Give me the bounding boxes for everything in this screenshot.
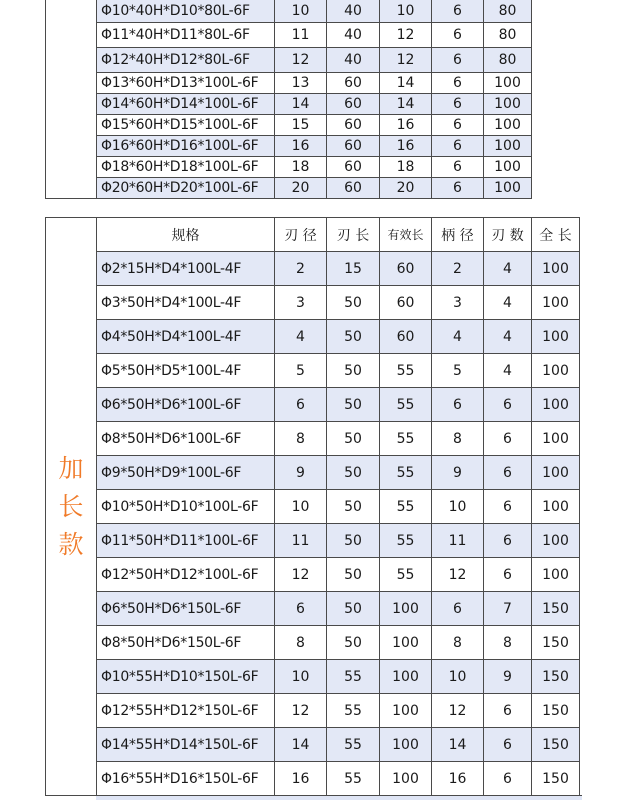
edge-length-cell: 50 (327, 388, 380, 422)
total-length-cell: 100 (532, 490, 580, 524)
edge-length-cell: 60 (327, 73, 380, 94)
total-length-cell: 100 (532, 524, 580, 558)
shank-diameter-cell: 8 (432, 626, 484, 660)
spec-cell: Φ12*50H*D12*100L-6F (97, 558, 275, 592)
table-row (46, 660, 580, 694)
edge-length-cell: 60 (327, 178, 380, 199)
edge-length-cell: 55 (327, 694, 380, 728)
edge-length-cell: 50 (327, 456, 380, 490)
edge-length-cell: 50 (327, 490, 380, 524)
shank-diameter-cell: 8 (432, 422, 484, 456)
total-length-cell: 100 (484, 73, 532, 94)
flutes-cell: 6 (484, 728, 532, 762)
spec-cell: Φ11*40H*D11*80L-6F (97, 23, 275, 48)
flutes-cell: 4 (484, 354, 532, 388)
total-length-cell: 150 (532, 762, 580, 796)
edge-length-cell: 50 (327, 422, 380, 456)
edge-length-cell: 55 (327, 762, 380, 796)
flutes-cell: 6 (432, 48, 484, 73)
edge-diameter-cell: 16 (275, 762, 327, 796)
table-row (46, 320, 580, 354)
edge-diameter-cell: 13 (275, 73, 327, 94)
spec-cell: Φ6*50H*D6*150L-6F (97, 592, 275, 626)
effective-length-cell: 55 (380, 354, 432, 388)
flutes-cell: 4 (484, 286, 532, 320)
total-length-cell: 100 (532, 388, 580, 422)
flutes-cell: 6 (432, 23, 484, 48)
shank-diameter-cell: 12 (432, 558, 484, 592)
table-row (46, 388, 580, 422)
edge-length-cell: 50 (327, 320, 380, 354)
spec-cell: Φ6*50H*D6*100L-6F (97, 388, 275, 422)
edge-diameter-cell: 8 (275, 422, 327, 456)
table-row (46, 354, 580, 388)
side-label-cell (46, 0, 97, 199)
flutes-cell: 6 (432, 157, 484, 178)
flutes-cell: 6 (432, 94, 484, 115)
table-row (46, 456, 580, 490)
shank-diameter-cell: 20 (380, 178, 432, 199)
flutes-cell: 6 (484, 422, 532, 456)
edge-diameter-cell: 18 (275, 157, 327, 178)
edge-length-cell: 50 (327, 354, 380, 388)
flutes-cell: 6 (484, 558, 532, 592)
spec-cell: Φ15*60H*D15*100L-6F (97, 115, 275, 136)
effective-length-cell: 100 (380, 626, 432, 660)
total-length-cell: 150 (532, 728, 580, 762)
table-row (46, 48, 532, 73)
edge-diameter-cell: 3 (275, 286, 327, 320)
effective-length-cell: 55 (380, 490, 432, 524)
spec-cell: Φ10*55H*D10*150L-6F (97, 660, 275, 694)
flutes-cell: 4 (484, 320, 532, 354)
flutes-cell: 9 (484, 660, 532, 694)
effective-length-cell: 100 (380, 762, 432, 796)
cutoff-row-edge (96, 795, 582, 800)
edge-length-cell: 60 (327, 115, 380, 136)
header-spec: 规格 (97, 218, 275, 252)
edge-length-cell: 15 (327, 252, 380, 286)
edge-length-cell: 50 (327, 626, 380, 660)
table-header-row (46, 218, 580, 252)
edge-length-cell: 50 (327, 558, 380, 592)
table-row (46, 558, 580, 592)
spec-cell: Φ12*55H*D12*150L-6F (97, 694, 275, 728)
spec-cell: Φ10*40H*D10*80L-6F (97, 0, 275, 23)
side-label-cell (46, 218, 97, 796)
effective-length-cell: 60 (380, 252, 432, 286)
total-length-cell: 100 (484, 136, 532, 157)
flutes-cell: 6 (432, 178, 484, 199)
spec-cell: Φ11*50H*D11*100L-6F (97, 524, 275, 558)
effective-length-cell: 55 (380, 422, 432, 456)
header-effective-length: 有效长 (380, 218, 432, 252)
table-row (46, 136, 532, 157)
table-row (46, 0, 532, 23)
flutes-cell: 6 (432, 73, 484, 94)
shank-diameter-cell: 12 (432, 694, 484, 728)
header-shank-diameter: 柄 径 (432, 218, 484, 252)
shank-diameter-cell: 10 (432, 660, 484, 694)
shank-diameter-cell: 9 (432, 456, 484, 490)
table-row (46, 592, 580, 626)
effective-length-cell: 100 (380, 660, 432, 694)
shank-diameter-cell: 11 (432, 524, 484, 558)
shank-diameter-cell: 5 (432, 354, 484, 388)
total-length-cell: 80 (484, 48, 532, 73)
shank-diameter-cell: 4 (432, 320, 484, 354)
flutes-cell: 6 (432, 0, 484, 23)
total-length-cell: 100 (532, 422, 580, 456)
table-row (46, 178, 532, 199)
spec-cell: Φ18*60H*D18*100L-6F (97, 157, 275, 178)
spec-cell: Φ14*60H*D14*100L-6F (97, 94, 275, 115)
flutes-cell: 4 (484, 252, 532, 286)
shank-diameter-cell: 18 (380, 157, 432, 178)
effective-length-cell: 60 (380, 320, 432, 354)
spec-cell: Φ5*50H*D5*100L-4F (97, 354, 275, 388)
shank-diameter-cell: 12 (380, 48, 432, 73)
edge-diameter-cell: 10 (275, 490, 327, 524)
effective-length-cell: 55 (380, 388, 432, 422)
edge-length-cell: 50 (327, 592, 380, 626)
total-length-cell: 150 (532, 660, 580, 694)
edge-diameter-cell: 6 (275, 388, 327, 422)
total-length-cell: 100 (532, 320, 580, 354)
table-row (46, 157, 532, 178)
shank-diameter-cell: 14 (432, 728, 484, 762)
shank-diameter-cell: 10 (380, 0, 432, 23)
spec-cell: Φ4*50H*D4*100L-4F (97, 320, 275, 354)
shank-diameter-cell: 10 (432, 490, 484, 524)
edge-diameter-cell: 14 (275, 94, 327, 115)
flutes-cell: 6 (432, 136, 484, 157)
edge-diameter-cell: 12 (275, 558, 327, 592)
effective-length-cell: 55 (380, 558, 432, 592)
edge-length-cell: 40 (327, 48, 380, 73)
extended-series-label: 加长款 (58, 453, 84, 559)
effective-length-cell: 55 (380, 456, 432, 490)
table-row (46, 286, 580, 320)
spec-cell: Φ16*60H*D16*100L-6F (97, 136, 275, 157)
flutes-cell: 6 (484, 524, 532, 558)
table-row (46, 23, 532, 48)
shank-diameter-cell: 2 (432, 252, 484, 286)
total-length-cell: 100 (532, 354, 580, 388)
edge-diameter-cell: 14 (275, 728, 327, 762)
header-edge-diameter: 刃 径 (275, 218, 327, 252)
effective-length-cell: 100 (380, 592, 432, 626)
table-row (46, 626, 580, 660)
table-row (46, 762, 580, 796)
edge-diameter-cell: 6 (275, 592, 327, 626)
spec-cell: Φ3*50H*D4*100L-4F (97, 286, 275, 320)
edge-diameter-cell: 11 (275, 23, 327, 48)
flutes-cell: 6 (484, 388, 532, 422)
edge-length-cell: 60 (327, 94, 380, 115)
edge-diameter-cell: 2 (275, 252, 327, 286)
shank-diameter-cell: 6 (432, 592, 484, 626)
edge-diameter-cell: 12 (275, 694, 327, 728)
total-length-cell: 100 (532, 558, 580, 592)
table-row (46, 694, 580, 728)
total-length-cell: 80 (484, 23, 532, 48)
edge-length-cell: 60 (327, 136, 380, 157)
edge-diameter-cell: 16 (275, 136, 327, 157)
edge-length-cell: 50 (327, 524, 380, 558)
table-row (46, 73, 532, 94)
edge-diameter-cell: 15 (275, 115, 327, 136)
effective-length-cell: 55 (380, 524, 432, 558)
flutes-cell: 6 (484, 762, 532, 796)
effective-length-cell: 100 (380, 694, 432, 728)
edge-length-cell: 40 (327, 23, 380, 48)
flutes-cell: 6 (484, 456, 532, 490)
table-row (46, 728, 580, 762)
table-row (46, 94, 532, 115)
flutes-cell: 7 (484, 592, 532, 626)
edge-diameter-cell: 10 (275, 0, 327, 23)
shank-diameter-cell: 12 (380, 23, 432, 48)
total-length-cell: 150 (532, 592, 580, 626)
header-flutes: 刃 数 (484, 218, 532, 252)
edge-diameter-cell: 4 (275, 320, 327, 354)
spec-cell: Φ13*60H*D13*100L-6F (97, 73, 275, 94)
total-length-cell: 150 (532, 626, 580, 660)
shank-diameter-cell: 14 (380, 94, 432, 115)
edge-length-cell: 60 (327, 157, 380, 178)
spec-cell: Φ2*15H*D4*100L-4F (97, 252, 275, 286)
flutes-cell: 8 (484, 626, 532, 660)
edge-diameter-cell: 9 (275, 456, 327, 490)
flutes-cell: 6 (484, 694, 532, 728)
effective-length-cell: 100 (380, 728, 432, 762)
spec-cell: Φ10*50H*D10*100L-6F (97, 490, 275, 524)
table-row (46, 524, 580, 558)
edge-diameter-cell: 11 (275, 524, 327, 558)
extended-spec-table (45, 217, 580, 796)
spec-cell: Φ12*40H*D12*80L-6F (97, 48, 275, 73)
total-length-cell: 100 (532, 286, 580, 320)
edge-length-cell: 55 (327, 660, 380, 694)
shank-diameter-cell: 16 (380, 115, 432, 136)
table-row (46, 422, 580, 456)
shank-diameter-cell: 3 (432, 286, 484, 320)
shank-diameter-cell: 6 (432, 388, 484, 422)
edge-diameter-cell: 8 (275, 626, 327, 660)
header-edge-length: 刃 长 (327, 218, 380, 252)
edge-diameter-cell: 10 (275, 660, 327, 694)
spec-cell: Φ8*50H*D6*150L-6F (97, 626, 275, 660)
total-length-cell: 100 (484, 157, 532, 178)
total-length-cell: 100 (484, 94, 532, 115)
spec-cell: Φ14*55H*D14*150L-6F (97, 728, 275, 762)
table-row (46, 115, 532, 136)
flutes-cell: 6 (484, 490, 532, 524)
total-length-cell: 100 (484, 115, 532, 136)
edge-length-cell: 55 (327, 728, 380, 762)
edge-diameter-cell: 20 (275, 178, 327, 199)
effective-length-cell: 60 (380, 286, 432, 320)
table-row (46, 252, 580, 286)
spec-cell: Φ20*60H*D20*100L-6F (97, 178, 275, 199)
total-length-cell: 100 (532, 252, 580, 286)
header-total-length: 全 长 (532, 218, 580, 252)
edge-diameter-cell: 5 (275, 354, 327, 388)
flutes-cell: 6 (432, 115, 484, 136)
edge-length-cell: 40 (327, 0, 380, 23)
total-length-cell: 100 (532, 456, 580, 490)
total-length-cell: 80 (484, 0, 532, 23)
total-length-cell: 100 (484, 178, 532, 199)
total-length-cell: 150 (532, 694, 580, 728)
table-row (46, 490, 580, 524)
shank-diameter-cell: 16 (380, 136, 432, 157)
edge-diameter-cell: 12 (275, 48, 327, 73)
shank-diameter-cell: 14 (380, 73, 432, 94)
edge-length-cell: 50 (327, 286, 380, 320)
spec-cell: Φ8*50H*D6*100L-6F (97, 422, 275, 456)
spec-cell: Φ16*55H*D16*150L-6F (97, 762, 275, 796)
top-spec-table (45, 0, 532, 199)
shank-diameter-cell: 16 (432, 762, 484, 796)
spec-cell: Φ9*50H*D9*100L-6F (97, 456, 275, 490)
